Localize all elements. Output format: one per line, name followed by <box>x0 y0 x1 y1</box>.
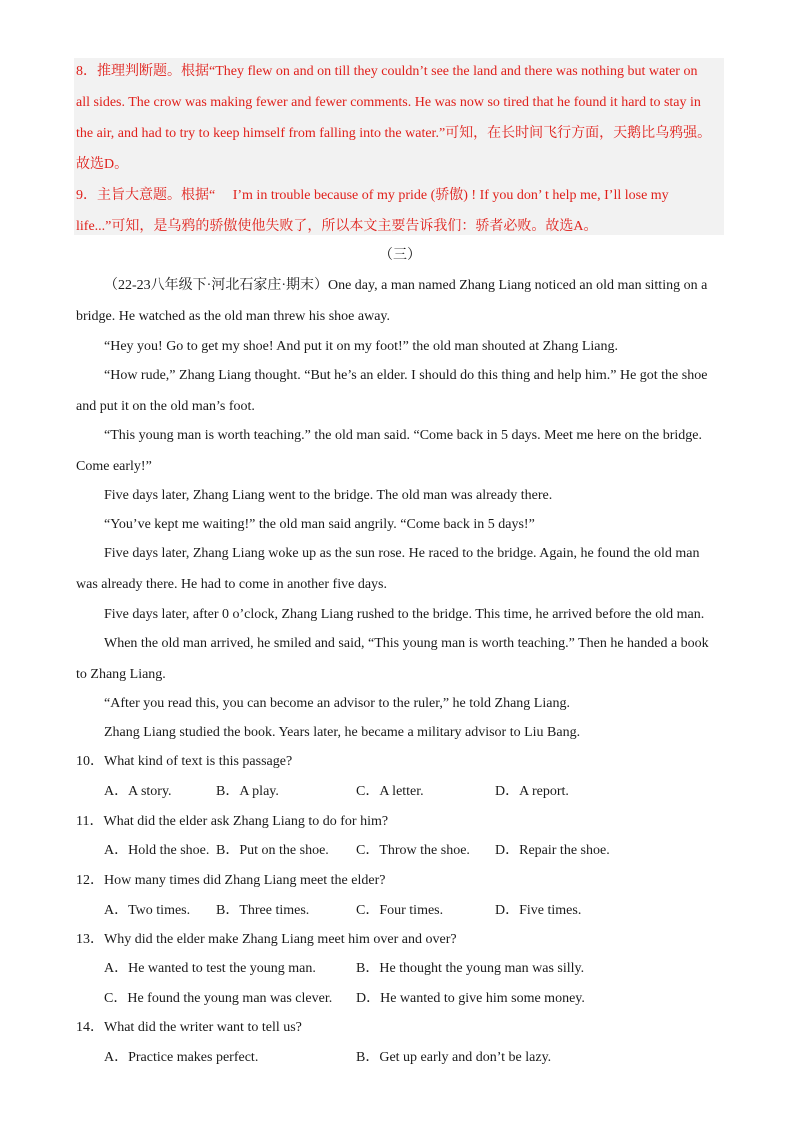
option[interactable]: D．Repair the shoe. <box>495 843 610 858</box>
passage-line: Zhang Liang studied the book. Years later, he became a military advisor to Liu Bang. <box>104 725 581 740</box>
passage-line: Five days later, Zhang Liang went to the bridge. The old man was already there. <box>104 488 553 503</box>
answer-line: 故选D。 <box>76 157 129 172</box>
passage-line: （22-23八年级下·河北石家庄·期末）One day, a man named Zhang Liang noticed an old man sitting on a <box>104 278 708 293</box>
answer-line: life...”可知，是乌鸦的骄傲使他失败了，所以本文主要告诉我们：骄者必败。故选A。 <box>76 219 598 234</box>
answer-explanation-box <box>74 58 724 235</box>
section-title: （三） <box>379 248 421 263</box>
option[interactable]: C．He found the young man was clever. <box>104 991 333 1006</box>
option[interactable]: B．Three times. <box>216 903 310 918</box>
passage-line: Five days later, after 0 o’clock, Zhang Liang rushed to the bridge. This time, he arrived before the old man. <box>104 607 705 622</box>
option[interactable]: B．He thought the young man was silly. <box>356 961 585 976</box>
passage-line: “This young man is worth teaching.” the old man said. “Come back in 5 days. Meet me here on the bridge. <box>104 428 702 443</box>
option[interactable]: B．A play. <box>216 784 279 799</box>
question-stem: 14．What did the writer want to tell us? <box>76 1020 302 1035</box>
option[interactable]: D．A report. <box>495 784 569 799</box>
option[interactable]: C．Four times. <box>356 903 444 918</box>
passage-line: “You’ve kept me waiting!” the old man said angrily. “Come back in 5 days!” <box>104 517 535 532</box>
option[interactable]: A．Practice makes perfect. <box>104 1050 259 1065</box>
passage-line: When the old man arrived, he smiled and said, “This young man is worth teaching.” Then he handed a book <box>104 636 709 651</box>
question-stem: 13．Why did the elder make Zhang Liang meet him over and over? <box>76 932 457 947</box>
answer-line: the air, and had to try to keep himself from falling into the water.”可知，在长时间飞行方面，天鹅比乌鸦强。 <box>76 126 712 141</box>
passage-line: bridge. He watched as the old man threw his shoe away. <box>76 309 390 324</box>
option[interactable]: D．He wanted to give him some money. <box>356 991 585 1006</box>
question-stem: 11．What did the elder ask Zhang Liang to do for him? <box>76 814 389 829</box>
passage-line: was already there. He had to come in another five days. <box>76 577 387 592</box>
option[interactable]: C．A letter. <box>356 784 424 799</box>
passage-line: “How rude,” Zhang Liang thought. “But he’s an elder. I should do this thing and help him.” He got the shoe <box>104 368 708 383</box>
passage-line: and put it on the old man’s foot. <box>76 399 255 414</box>
option[interactable]: A．A story. <box>104 784 172 799</box>
passage-line: Five days later, Zhang Liang woke up as the sun rose. He raced to the bridge. Again, he found the old man <box>104 546 700 561</box>
option[interactable]: A．Two times. <box>104 903 191 918</box>
option[interactable]: A．He wanted to test the young man. <box>104 961 316 976</box>
passage-line: “Hey you! Go to get my shoe! And put it on my foot!” the old man shouted at Zhang Liang. <box>104 339 619 354</box>
answer-line: 8．推理判断题。根据“They flew on and on till they couldn’t see the land and there was nothing but water on <box>76 64 698 79</box>
answer-line: 9．主旨大意题。根据“ I’m in trouble because of my pride (骄傲) ! If you don’ t help me, I’ll lose my <box>76 188 669 203</box>
passage-line: “After you read this, you can become an advisor to the ruler,” he told Zhang Liang. <box>104 696 570 711</box>
option[interactable]: C．Throw the shoe. <box>356 843 470 858</box>
option[interactable]: B．Put on the shoe. <box>216 843 329 858</box>
passage-line: to Zhang Liang. <box>76 667 166 682</box>
question-stem: 12．How many times did Zhang Liang meet the elder? <box>76 873 386 888</box>
option[interactable]: B．Get up early and don’t be lazy. <box>356 1050 552 1065</box>
answer-line: all sides. The crow was making fewer and fewer comments. He was now so tired that he found it hard to stay in <box>76 95 701 110</box>
option[interactable]: D．Five times. <box>495 903 582 918</box>
passage-line: Come early!” <box>76 459 152 474</box>
question-stem: 10．What kind of text is this passage? <box>76 754 293 769</box>
option[interactable]: A．Hold the shoe. <box>104 843 210 858</box>
